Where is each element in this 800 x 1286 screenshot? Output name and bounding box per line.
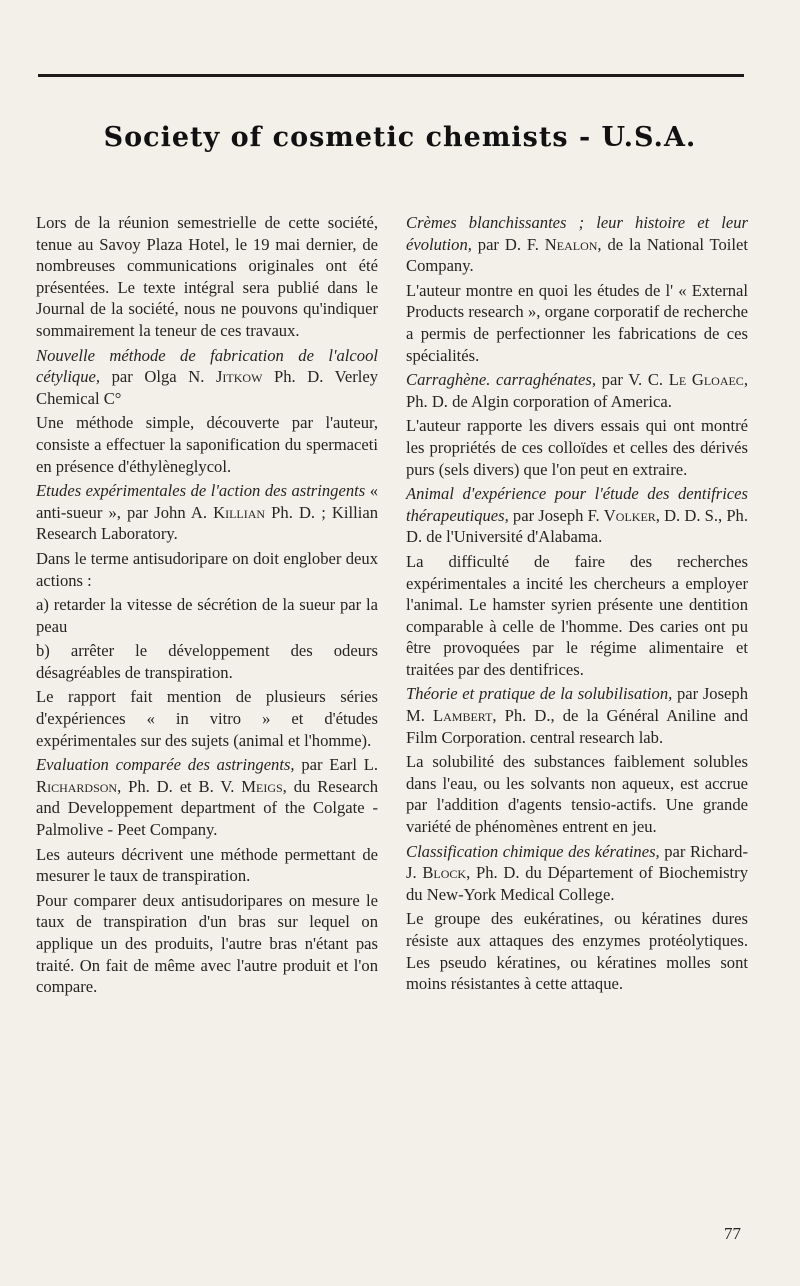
article-title: Evaluation comparée des astringents, [36, 755, 295, 775]
article-title: Crèmes blanchissantes ; leur histoire et leur évolution, [406, 213, 748, 254]
article-heading [406, 369, 748, 412]
article-body: L'auteur montre en quoi les études de l' « External Products research », organe corporatif de recherche a permis de perfectionner les fabrications de ces spécialités. [406, 280, 748, 365]
affiliation-text: , D. D. S., Ph. D. de l'Université d'Alabama. [406, 505, 748, 547]
byline-text: par V. C. [596, 370, 669, 390]
article-body: Le groupe des eukératines, ou kératines dures résiste aux attaques des enzymes protéolytiques. Les pseudo kératines, ou kératines molles sont moins résistantes à cette attaque. [406, 909, 748, 994]
article-body: Dans le terme antisudoripare on doit englober deux actions : [36, 548, 378, 590]
author-name: Meigs [241, 776, 283, 796]
article-body: Pour comparer deux antisudoripares on mesure le taux de transpiration d'un bras sur lequel on applique un des produits, l'autre bras n'étant pas traité. On fait de même avec l'autre produit et l'on compare. [36, 890, 378, 997]
byline-text: par Joseph M. [406, 684, 748, 726]
article-title: Nouvelle méthode de fabrication de l'alcool cétylique, [36, 345, 378, 387]
author-name: Block [422, 863, 467, 883]
article-title: Etudes expérimentales de l'action des astringents [36, 481, 366, 501]
affiliation-text: , Ph. D. de Algin corporation of America. [406, 370, 748, 411]
article-title: Théorie et pratique de la solubilisation, [406, 684, 673, 704]
author-name: Killian [213, 502, 266, 522]
byline-text: par D. F. [471, 234, 545, 254]
article-body: La difficulté de faire des recherches expérimentales a incité les chercheurs a employer l'animal. Le hamster syrien présente une dentition comparable à celle de l'homme. Des caries ont pu être provoquées par le régime alimentaire et traitées par des dentifrices. [406, 551, 748, 679]
article-body: b) arrêter le développement des odeurs désagréables de transpiration. [36, 641, 378, 682]
affiliation-text: , du Research and Developpement department of the Colgate - Palmolive - Peet Company. [36, 776, 378, 840]
article-title: Carraghène. carraghénates, [406, 370, 597, 390]
author-name: Volker [603, 505, 656, 525]
author-name: Nealon [544, 234, 598, 254]
author-name: Le Gloaec [668, 370, 744, 390]
article-body: Une méthode simple, découverte par l'auteur, consiste a effectuer la saponification du spermaceti en présence d'éthylèneglycol. [36, 413, 378, 476]
author-name: Jitkow [215, 367, 263, 387]
article-heading [36, 345, 378, 410]
article-body: L'auteur rapporte les divers essais qui ont montré les propriétés de ces colloïdes et celles des dérivés purs (sels divers) que l'on peut en extraire. [406, 416, 748, 479]
article-body: Les auteurs décrivent une méthode permettant de mesurer le taux de transpiration. [36, 844, 378, 886]
right-column [406, 212, 748, 998]
byline-text: par Earl L. [294, 755, 378, 775]
header-rule [38, 74, 744, 77]
author-name: Richardson [36, 776, 118, 796]
author-name: Lambert [432, 706, 493, 726]
article-body: La solubilité des substances faiblement solubles dans l'eau, ou les solvants non aqueux, est accrue par l'addition d'agents tensio-actifs. Une grande variété de phénomènes entrent en jeu. [406, 752, 748, 837]
byline-text: par Richard-J. [406, 841, 748, 883]
article-title: Animal d'expérience pour l'étude des dentifrices thérapeutiques, [406, 484, 748, 525]
article-heading [406, 212, 748, 277]
affiliation-text: , de la National Toilet Company. [406, 234, 748, 276]
article-body: Le rapport fait mention de plusieurs séries d'expériences « in vitro » et d'études expérimentales sur des sujets (animal et l'homme). [36, 687, 378, 750]
affiliation-text: Ph. D. ; Killian Research Laboratory. [36, 502, 378, 544]
article-heading [36, 754, 378, 840]
article-heading [406, 841, 748, 906]
article-body: a) retarder la vitesse de sécrétion de la sueur par la peau [36, 595, 378, 636]
article-heading [36, 480, 378, 545]
intro-paragraph: Lors de la réunion semestrielle de cette société, tenue au Savoy Plaza Hotel, le 19 mai dernier, de nombreuses communications originales ont été présentées. Le texte intégral sera publié dans le Journal de la société, nous ne pouvons qu'indiquer sommairement la teneur de ces travaux. [36, 213, 378, 340]
affiliation-text: Ph. D. Verley Chemical C° [36, 367, 378, 408]
left-column [36, 212, 378, 1001]
byline-text: , Ph. D. et B. V. [117, 776, 242, 796]
page-title: Society of cosmetic chemists - U.S.A. [103, 122, 697, 153]
byline-text: « anti-sueur », par John A. [36, 481, 378, 522]
byline-text: par Olga N. [100, 367, 216, 387]
byline-text: par Joseph F. [508, 505, 604, 525]
page-number: 77 [724, 1224, 741, 1243]
article-heading [406, 683, 748, 748]
affiliation-text: , Ph. D. du Département of Biochemistry du New-York Medical College. [406, 863, 748, 904]
article-heading [406, 483, 748, 548]
affiliation-text: , Ph. D., de la Général Aniline and Film Corporation. central research lab. [406, 706, 748, 747]
article-title: Classification chimique des kératines, [406, 841, 660, 861]
